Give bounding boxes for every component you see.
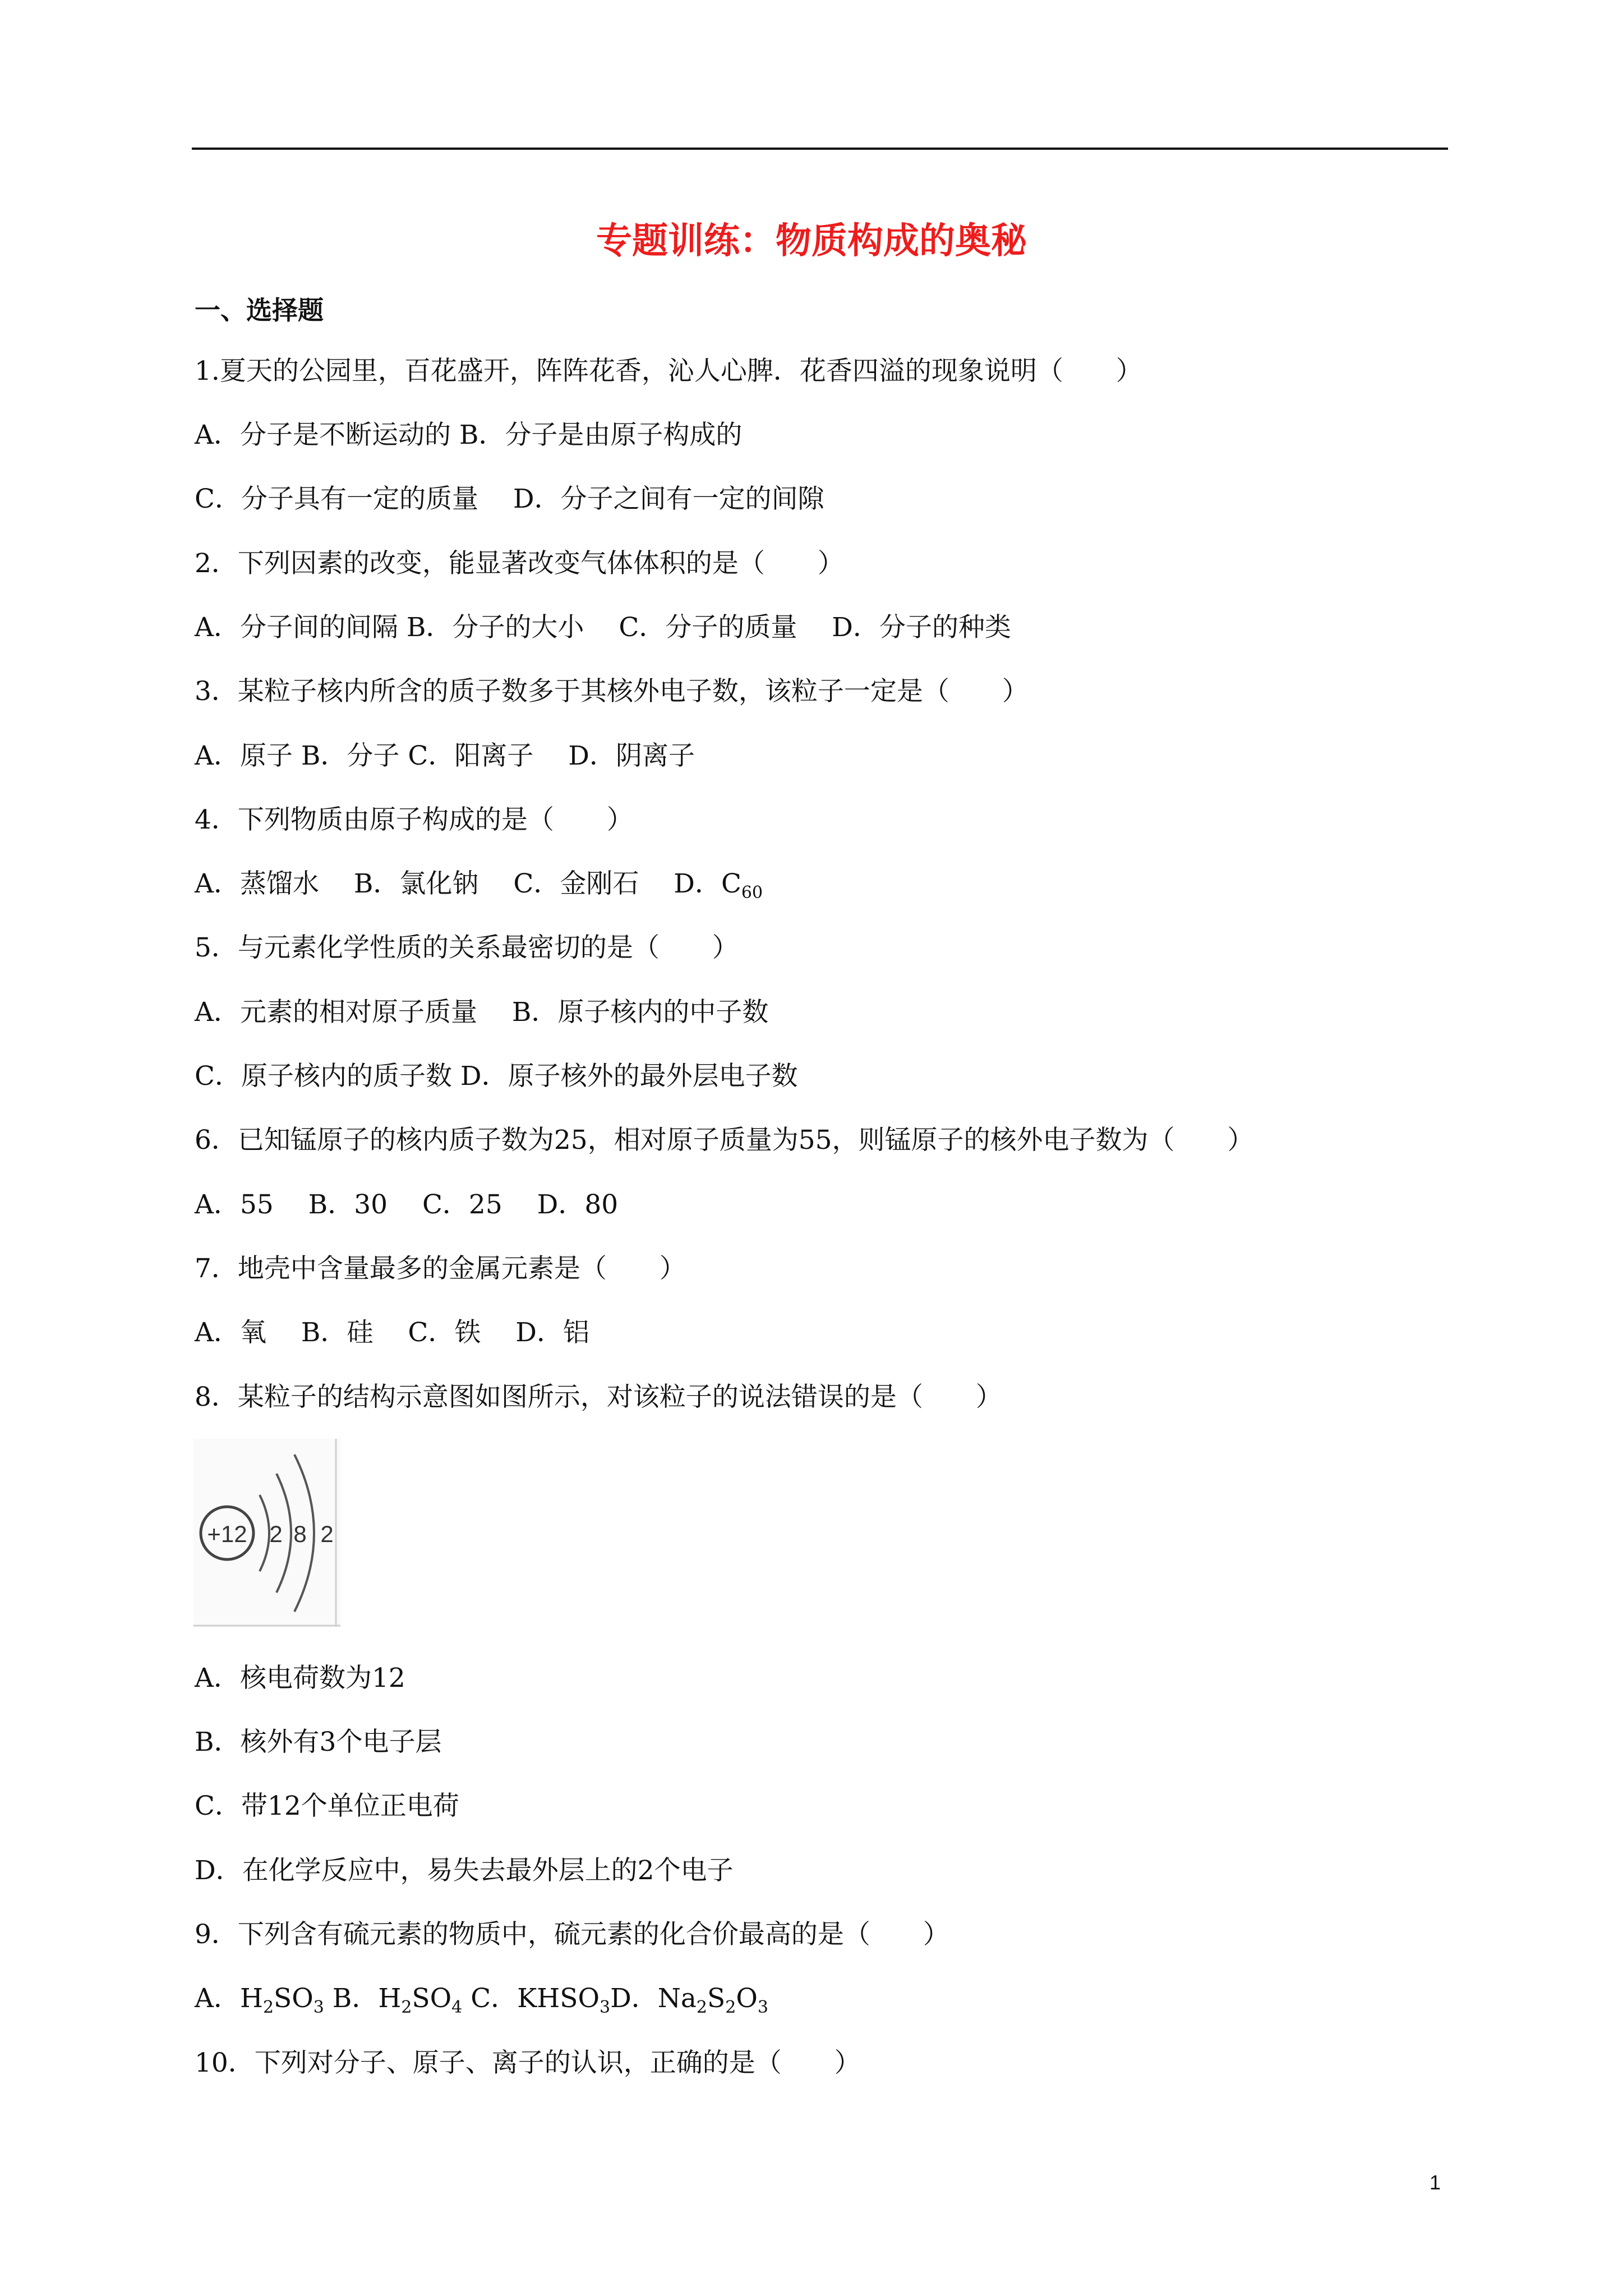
q9-d: D．Na bbox=[610, 1983, 697, 2014]
q9-d-sub3: 3 bbox=[757, 1998, 768, 2017]
nucleus-label: +12 bbox=[207, 1521, 247, 1547]
q9-b: B．H bbox=[324, 1983, 402, 2014]
q1-options-2: C．分子具有一定的质量 D．分子之间有一定的间隙 bbox=[195, 484, 824, 514]
q9-stem: 9．下列含有硫元素的物质中，硫元素的化合价最高的是（ ） bbox=[195, 1919, 949, 1950]
q9-c-sub: 3 bbox=[599, 1998, 611, 2017]
q8-option-a: A．核电荷数为12 bbox=[195, 1663, 405, 1694]
q3-stem: 3．某粒子核内所含的质子数多于其核外电子数，该粒子一定是（ ） bbox=[195, 676, 1029, 707]
q6-options: A．55 B．30 C．25 D．80 bbox=[195, 1189, 619, 1220]
q9-a-sub1: 2 bbox=[262, 1998, 274, 2017]
section-heading: 一、选择题 bbox=[195, 295, 324, 325]
shell-3-electrons: 2 bbox=[320, 1521, 334, 1547]
q10-stem: 10．下列对分子、原子、离子的认识，正确的是（ ） bbox=[195, 2047, 861, 2078]
q9-c: C．KHSO bbox=[462, 1983, 600, 2014]
q9-options bbox=[195, 1982, 768, 2016]
q4-options bbox=[195, 867, 763, 901]
q9-d-sub2: 2 bbox=[725, 1998, 736, 2017]
q2-options: A．分子间的间隔 B．分子的大小 C．分子的质量 D．分子的种类 bbox=[195, 612, 1011, 643]
q7-options: A．氧 B．硅 C．铁 D．铝 bbox=[195, 1317, 589, 1348]
page-title: 专题训练：物质构成的奥秘 bbox=[596, 220, 1027, 262]
q8-stem: 8．某粒子的结构示意图如图所示，对该粒子的说法错误的是（ ） bbox=[195, 1382, 1002, 1412]
q9-d-mid: S bbox=[707, 1983, 726, 2014]
q1-stem: 1.夏天的公园里，百花盛开，阵阵花香，沁人心脾．花香四溢的现象说明（ ） bbox=[195, 356, 1142, 386]
q9-d-mid2: O bbox=[736, 1983, 758, 2014]
q8-option-b: B．核外有3个电子层 bbox=[195, 1727, 442, 1757]
q4-options-text: A．蒸馏水 B．氯化钠 C．金刚石 D．C bbox=[195, 868, 741, 899]
q1-options-1: A．分子是不断运动的 B．分子是由原子构成的 bbox=[195, 420, 743, 450]
atom-structure-diagram bbox=[193, 1439, 340, 1627]
q9-b-mid: SO bbox=[412, 1983, 452, 2014]
q2-stem: 2．下列因素的改变，能显著改变气体体积的是（ ） bbox=[195, 548, 844, 579]
q9-b-sub2: 4 bbox=[451, 1998, 463, 2017]
q9-a-mid: SO bbox=[274, 1983, 313, 2014]
q6-stem: 6．已知锰原子的核内质子数为25，相对原子质量为55，则锰原子的核外电子数为（ ） bbox=[195, 1125, 1254, 1156]
q9-d-sub1: 2 bbox=[696, 1998, 708, 2017]
q9-b-sub1: 2 bbox=[401, 1998, 412, 2017]
q8-option-c: C．带12个单位正电荷 bbox=[195, 1791, 459, 1821]
q9-a: A．H bbox=[195, 1983, 263, 2014]
q5-options-2: C．原子核内的质子数 D．原子核外的最外层电子数 bbox=[195, 1061, 798, 1092]
shell-2-electrons: 8 bbox=[293, 1521, 307, 1547]
q4-subscript: 60 bbox=[741, 883, 763, 903]
header-rule bbox=[192, 148, 1448, 150]
q5-options-1: A．元素的相对原子质量 B．原子核内的中子数 bbox=[195, 997, 769, 1028]
q5-stem: 5．与元素化学性质的关系最密切的是（ ） bbox=[195, 932, 739, 963]
q4-stem: 4．下列物质由原子构成的是（ ） bbox=[195, 804, 633, 835]
q7-stem: 7．地壳中含量最多的金属元素是（ ） bbox=[195, 1253, 686, 1284]
q8-option-d: D．在化学反应中，易失去最外层上的2个电子 bbox=[195, 1855, 734, 1886]
q3-options: A．原子 B．分子 C．阳离子 D．阴离子 bbox=[195, 740, 695, 771]
page-number: 1 bbox=[1429, 2171, 1441, 2194]
q9-a-sub2: 3 bbox=[313, 1998, 324, 2017]
shell-1-electrons: 2 bbox=[269, 1521, 283, 1547]
